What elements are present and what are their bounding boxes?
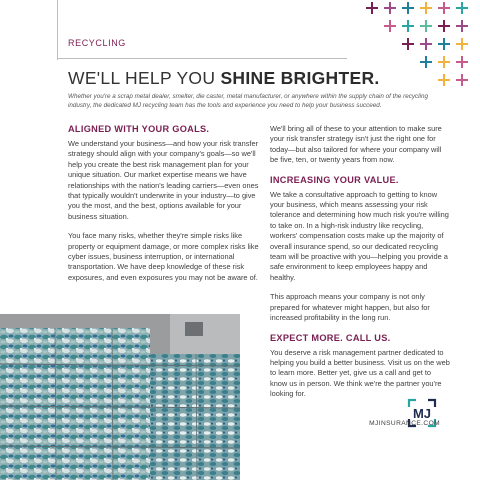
plus-icon [420,20,432,32]
right-intro-paragraph: We'll bring all of these to your attention to make sure your risk transfer strategy isn't just the right one for today—but also tailored for where your company will be five, ten, or twenty years from now. [270,124,442,165]
value-paragraph-2: This approach means your company is not only prepared for whatever might happen, but also for increased profitability in the long run. [270,292,430,323]
value-paragraph-1: We take a consultative approach to getting to know your business, which means assessing your risk tolerance and determining how much risk you're willing to take on. In a high-risk industry like recycling, workers' compensation costs make up the majority of overall insurance spend, so our dedicated recycling team will be proactive with you—helping you provide a safe environment to keep employees happy and healthy. [270,189,449,282]
plus-icon [384,2,396,14]
plus-icon [438,20,450,32]
plus-icon [438,2,450,14]
left-paragraph-2: You face many risks, whether they're simple risks like property or equipment damage, or more complex risks like cyber issues, business interruption, or international transportation. We have deep knowledge of these risk exposures, and even exposures you may not be aware of. [68,231,259,282]
plus-icon [402,38,414,50]
logo-text: MJ [412,405,432,421]
bale-stack-left [0,328,150,480]
plus-icon [456,56,468,68]
plus-icon [402,2,414,14]
website-link[interactable]: MJINSURANCE.COM [369,420,440,427]
heading-increasing-value: INCREASING YOUR VALUE. [270,174,399,185]
left-paragraph-1: We understand your business—and how your risk transfer strategy should align with your company's goals—so we'll help you create the best risk management plan for your unique situation. Our market expertise means we have relationships with the nation's leading carriers—even ones that typically wouldn't underwrite in your industry—to give you the most, and the best, options available for your business situation. [68,139,259,221]
plus-icon [420,2,432,14]
intro-text: Whether you're a scrap metal dealer, smelter, die caster, metal manufacturer, or anywhere within the supply chain of the recycling industry, the dedicated MJ recycling team has the tools and experience you need to help your business succeed. [68,93,428,109]
plus-icon [456,38,468,50]
page-headline [68,68,380,89]
header-rule [57,58,347,59]
plus-icon [438,38,450,50]
plus-icon [438,56,450,68]
top-vertical-rule [57,0,58,60]
plus-icon [456,20,468,32]
headline-light: WE'LL HELP YOU [68,68,221,88]
plus-icon [456,2,468,14]
plus-icon [420,56,432,68]
heading-expect-more: EXPECT MORE. CALL US. [270,332,391,343]
section-label: RECYCLING [68,38,126,48]
heading-aligned-goals: ALIGNED WITH YOUR GOALS. [68,124,210,134]
plus-icon [402,20,414,32]
plus-icon [420,38,432,50]
call-paragraph: You deserve a risk management partner dedicated to helping you build a better business. Visit us on the web to learn more. Better yet, give us a call and get to know us in person. We think we're the partner you're looking for. [270,347,450,399]
baled-plastic-bottles-photo [0,314,240,480]
photo-illustration [0,314,240,480]
headline-bold: SHINE BRIGHTER. [220,68,380,88]
bale-stack-right [150,354,240,480]
plus-icon [456,74,468,86]
plus-icon [438,74,450,86]
right-column [270,124,450,409]
plus-icon [366,2,378,14]
building-window [185,322,203,336]
plus-icon [384,20,396,32]
left-column [68,124,268,292]
